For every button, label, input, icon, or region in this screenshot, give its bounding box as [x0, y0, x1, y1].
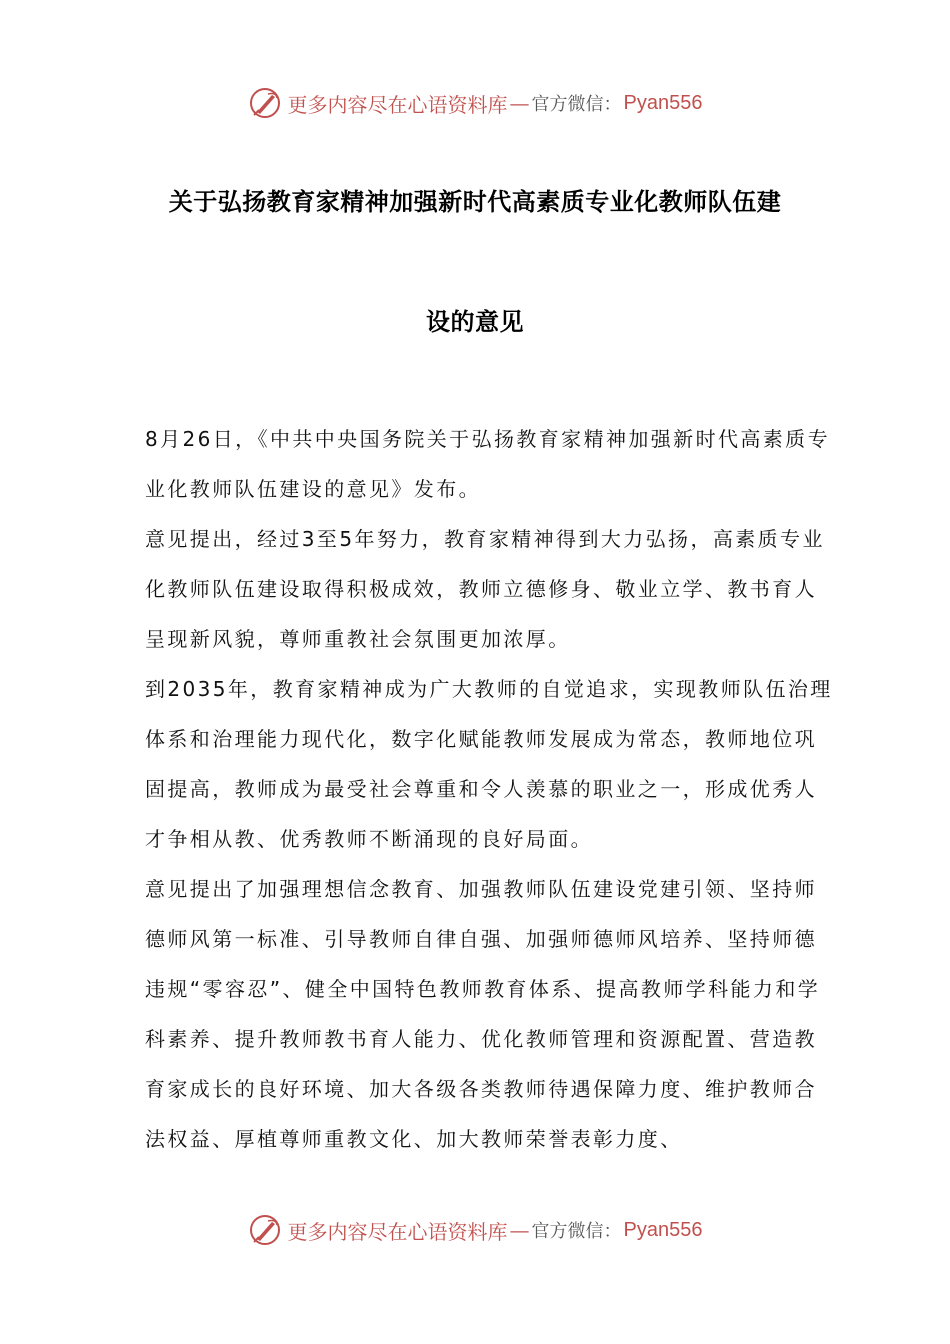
- document-body: [145, 414, 835, 1164]
- banner-brand-text: 更多内容尽在心语资料库: [287, 92, 508, 117]
- quill-logo-icon: [248, 86, 282, 120]
- document-title-line-2: 设的意见: [426, 308, 524, 336]
- banner-wechat-label: 官方微信：: [531, 94, 622, 115]
- paragraph-4: 意见提出了加强理想信念教育、加强教师队伍建设党建引领、坚持师德师风第一标准、引导教师自律自强、加强师德师风培养、坚持师德违规“零容忍”、健全中国特色教师教育体系、提高教师学科能力和学科素养、提升教师教书育人能力、优化教师管理和资源配置、营造教育家成长的良好环境、加大各级各类教师待遇保障力度、维护教师合法权益、厚植尊师重教文化、加大教师荣誉表彰力度、: [145, 877, 821, 1151]
- quill-logo-icon: [248, 1213, 282, 1247]
- banner-wechat-label: 官方微信：: [531, 1221, 622, 1242]
- paragraph-3: 到2035年，教育家精神成为广大教师的自觉追求，实现教师队伍治理体系和治理能力现代化，数字化赋能教师发展成为常态，教师地位巩固提高，教师成为最受社会尊重和令人羡慕的职业之一，形成优秀人才争相从教、优秀教师不断涌现的良好局面。: [145, 677, 833, 851]
- banner-wechat-id: Pyan556: [623, 1218, 703, 1241]
- header-banner: [0, 83, 950, 123]
- footer-banner: [0, 1210, 950, 1250]
- document-title-line-1: 关于弘扬教育家精神加强新时代高素质专业化教师队伍建: [168, 188, 782, 216]
- banner-dash: —: [509, 91, 530, 115]
- banner-brand-text: 更多内容尽在心语资料库: [287, 1219, 508, 1244]
- banner-wechat-id: Pyan556: [623, 91, 703, 114]
- paragraph-2: 意见提出，经过3至5年努力，教育家精神得到大力弘扬，高素质专业化教师队伍建设取得积极成效，教师立德修身、敬业立学、教书育人呈现新风貌，尊师重教社会氛围更加浓厚。: [145, 527, 825, 651]
- paragraph-1: 8月26日，《中共中央国务院关于弘扬教育家精神加强新时代高素质专业化教师队伍建设的意见》发布。: [145, 427, 830, 501]
- banner-dash: —: [509, 1218, 530, 1242]
